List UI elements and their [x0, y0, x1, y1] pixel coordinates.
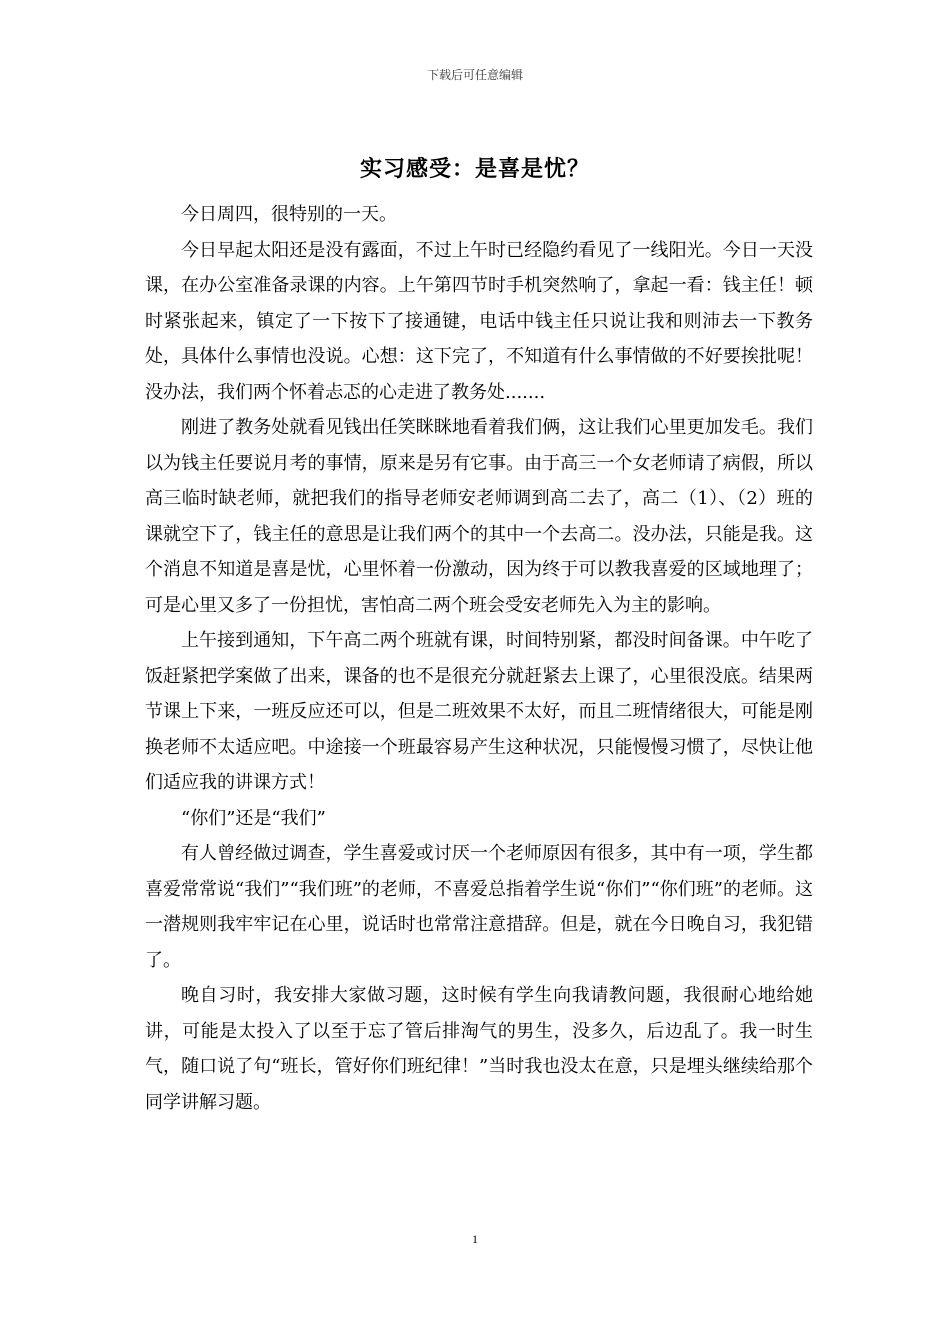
document-title: 实习感受：是喜是忧？ [359, 157, 590, 182]
paragraph: 今日早起太阳还是没有露面，不过上午时已经隐约看见了一线阳光。今日一天没课，在办公室准备录课的内容。上午第四节时手机突然响了，拿起一看：钱主任！顿时紧张起来，镇定了一下按下了接通键，电话中钱主任只说让我和则沛去一下教务处，具体什么事情也没说。心想：这下完了，不知道有什么事情做的不好要挨批呢！没办法，我们两个怀着忐忑的心走进了教务处....... [145, 239, 813, 403]
paragraph: 上午接到通知，下午高二两个班就有课，时间特别紧，都没时间备课。中午吃了饭赶紧把学案做了出来，课备的也不是很充分就赶紧去上课了，心里很没底。结果两节课上下来，一班反应还可以，但是二班效果不太好，而且二班情绪很大，可能是刚换老师不太适应吧。中途接一个班最容易产生这种状况，只能慢慢习惯了，尽快让他们适应我的讲课方式！ [145, 630, 813, 793]
paragraph: 今日周四，很特别的一天。 [181, 204, 397, 225]
page-number: 1 [472, 1232, 478, 1246]
paragraph: 晚自习时，我安排大家做习题，这时候有学生向我请教问题，我很耐心地给她讲，可能是太投入了以至于忘了管后排淘气的男生，没多久，后边乱了。我一时生气，随口说了句“班长，管好你们班纪律！”当时我也没太在意，只是埋头继续给那个同学讲解习题。 [145, 985, 813, 1113]
paragraph: 刚进了教务处就看见钱出任笑眯眯地看着我们俩，这让我们心里更加发毛。我们以为钱主任要说月考的事情，原来是另有它事。由于高三一个女老师请了病假，所以高三临时缺老师，就把我们的指导老师安老师调到高二去了，高二（1）、（2）班的课就空下了，钱主任的意思是让我们两个的其中一个去高二。没办法，只能是我。这个消息不知道是喜是忧，心里怀着一份激动，因为终于可以教我喜爱的区域地理了；可是心里又多了一份担忧，害怕高二两个班会受安老师先入为主的影响。 [145, 417, 813, 616]
paragraph: 有人曾经做过调查，学生喜爱或讨厌一个老师原因有很多，其中有一项，学生都喜爱常常说“我们”“我们班”的老师，不喜爱总指着学生说“你们”“你们班”的老师。这一潜规则我牢牢记在心里，说话时也常常注意措辞。但是，就在今日晚自习，我犯错了。 [145, 843, 813, 971]
document-body [145, 197, 813, 1120]
section-heading: “你们”还是“我们” [181, 807, 326, 829]
page-header-note: 下载后可任意编辑 [426, 68, 523, 82]
